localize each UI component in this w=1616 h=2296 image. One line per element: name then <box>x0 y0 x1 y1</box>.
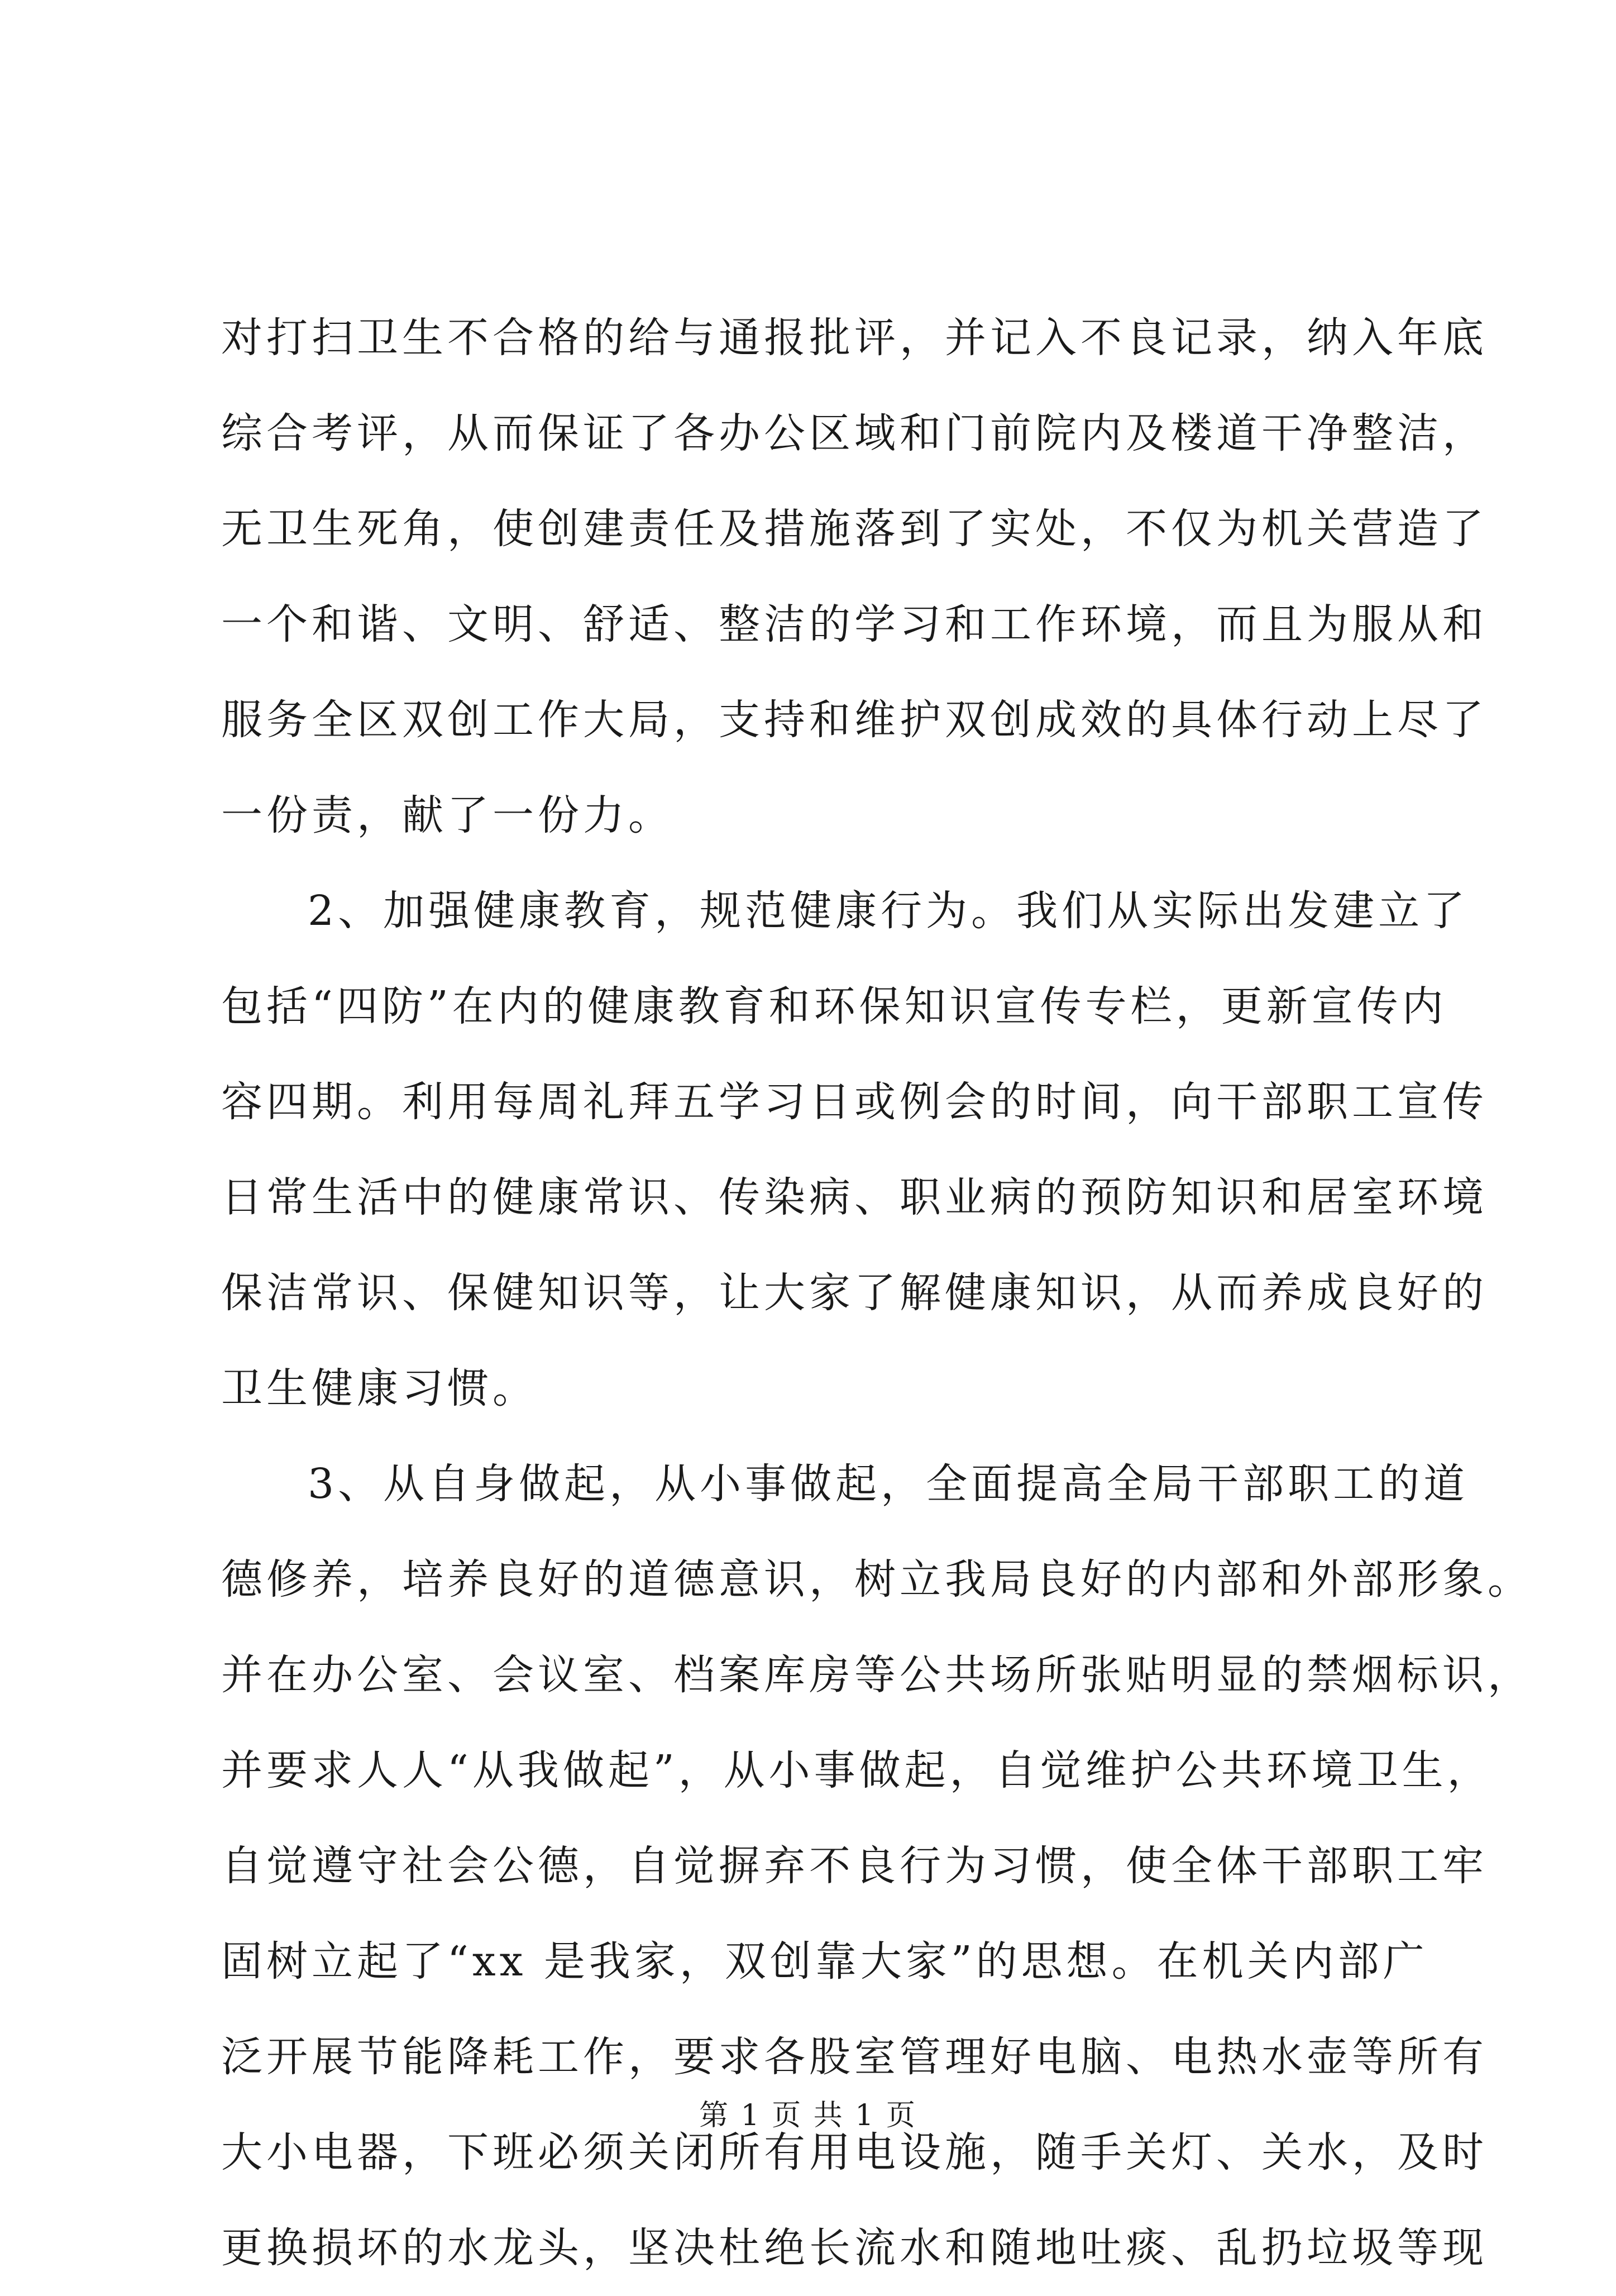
text-line: 大小电器，下班必须关闭所有用电设施，随手关灯、关水，及时 <box>221 2128 1488 2176</box>
text-line: 更换损坏的水龙头，坚决杜绝长流水和随地吐痰、乱扔垃圾等现 <box>221 2224 1488 2272</box>
text-line: 服务全区双创工作大局，支持和维护双创成效的具体行动上尽了 <box>221 696 1488 744</box>
paragraph-start-line: 3、从自身做起，从小事做起，全面提高全局干部职工的道 <box>308 1460 1469 1508</box>
paragraph-start-line: 2、加强健康教育，规范健康行为。我们从实际出发建立了 <box>308 887 1469 935</box>
text-line: 并要求人人“从我做起”，从小事做起，自觉维护公共环境卫生， <box>221 1746 1493 1794</box>
text-line: 无卫生死角，使创建责任及措施落到了实处，不仅为机关营造了 <box>221 505 1488 553</box>
text-line: 综合考评，从而保证了各办公区域和门前院内及楼道干净整洁， <box>221 409 1488 457</box>
text-line: 包括“四防”在内的健康教育和环保知识宣传专栏，更新宣传内 <box>221 982 1447 1030</box>
text-line: 自觉遵守社会公德，自觉摒弃不良行为习惯，使全体干部职工牢 <box>221 1842 1488 1890</box>
text-line: 容四期。利用每周礼拜五学习日或例会的时间，向干部职工宣传 <box>221 1078 1488 1126</box>
document-body <box>221 290 1533 2296</box>
text-line: 对打扫卫生不合格的给与通报批评，并记入不良记录，纳入年底 <box>221 314 1488 362</box>
text-line: 并在办公室、会议室、档案库房等公共场所张贴明显的禁烟标识， <box>221 1651 1533 1699</box>
text-line: 卫生健康习惯。 <box>221 1364 538 1412</box>
text-line: 固树立起了“xx 是我家，双创靠大家”的思想。在机关内部广 <box>221 1937 1428 1985</box>
text-line: 一个和谐、文明、舒适、整洁的学习和工作环境，而且为服从和 <box>221 600 1488 648</box>
text-line: 日常生活中的健康常识、传染病、职业病的预防知识和居室环境 <box>221 1173 1488 1221</box>
text-line: 德修养，培养良好的道德意识，树立我局良好的内部和外部形象。 <box>221 1555 1533 1603</box>
text-line: 泛开展节能降耗工作，要求各股室管理好电脑、电热水壶等所有 <box>221 2033 1488 2081</box>
page-footer: 第 1 页 共 1 页 <box>699 2099 917 2132</box>
text-line: 一份责，献了一份力。 <box>221 791 673 839</box>
text-line: 保洁常识、保健知识等，让大家了解健康知识，从而养成良好的 <box>221 1269 1488 1317</box>
